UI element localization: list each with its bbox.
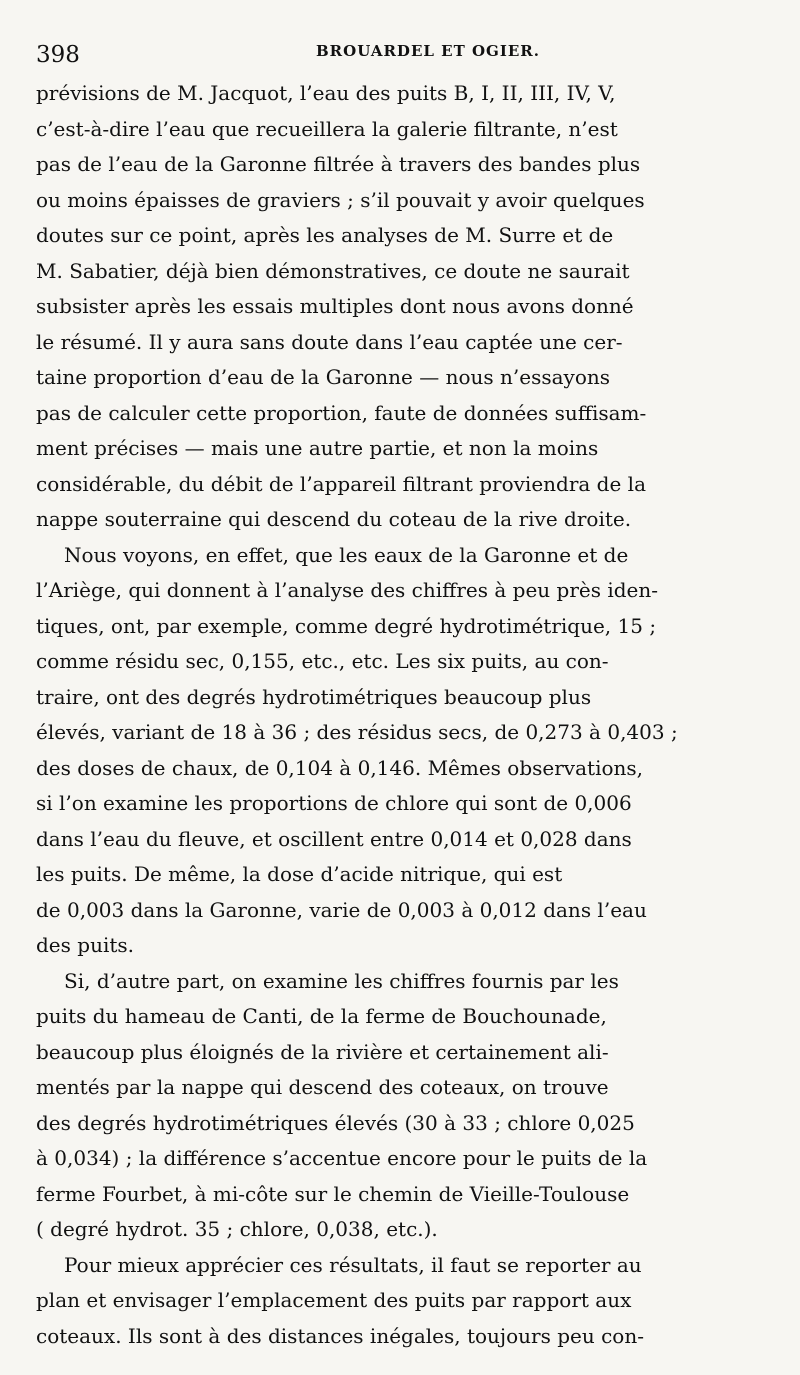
body-text [36,76,764,1354]
text-line: considérable, du débit de l’appareil filtrant proviendra de la [36,471,646,496]
text-line: nappe souterraine qui descend du coteau de la rive droite. [36,507,632,531]
text-line: M. Sabatier, déjà bien démonstratives, ce doute ne saurait [36,258,630,283]
text-line: de 0,003 dans la Garonne, varie de 0,003 à 0,012 dans l’eau [36,897,647,922]
text-line: tiques, ont, par exemple, comme degré hydrotimétrique, 15 ; [36,613,657,638]
paragraph-1 [36,76,764,538]
text-line: Nous voyons, en effet, que les eaux de la Garonne et de [64,542,629,567]
text-line: traire, ont des degrés hydrotimétriques beaucoup plus [36,684,592,709]
page-header [36,34,764,70]
text-line: élevés, variant de 18 à 36 ; des résidus secs, de 0,273 à 0,403 ; [36,720,678,744]
text-line: prévisions de M. Jacquot, l’eau des puits B, I, II, III, IV, V, [36,81,616,105]
text-line: comme résidu sec, 0,155, etc., etc. Les six puits, au con- [36,649,609,673]
text-line: Si, d’autre part, on examine les chiffres fournis par les [64,968,619,993]
text-line: taine proportion d’eau de la Garonne — nous n’essayons [36,365,611,389]
text-line: puits du hameau de Canti, de la ferme de Bouchounade, [36,1004,607,1028]
text-line: si l’on examine les proportions de chlore qui sont de 0,006 [36,791,632,815]
text-line: mentés par la nappe qui descend des coteaux, on trouve [36,1075,609,1099]
text-line: des degrés hydrotimétriques élevés (30 à 33 ; chlore 0,025 [36,1110,635,1135]
paragraph-3 [36,964,764,1248]
text-line: beaucoup plus éloignés de la rivière et certainement ali- [36,1039,609,1064]
text-line: ( degré hydrot. 35 ; chlore, 0,038, etc.). [36,1217,438,1241]
paragraph-2 [36,538,764,964]
text-line: doutes sur ce point, après les analyses de M. Surre et de [36,223,614,247]
text-line: ment précises — mais une autre partie, et non la moins [36,436,599,460]
text-line: subsister après les essais multiples dont nous avons donné [36,294,634,318]
text-line: pas de calculer cette proportion, faute de données suffisam- [36,400,647,425]
text-line: dans l’eau du fleuve, et oscillent entre 0,014 et 0,028 dans [36,826,632,851]
text-line: Pour mieux apprécier ces résultats, il faut se reporter au [64,1252,642,1277]
page-number: 398 [36,42,80,68]
paragraph-4 [36,1248,764,1355]
text-line: des puits. [36,933,134,957]
text-line: à 0,034) ; la différence s’accentue encore pour le puits de la [36,1146,648,1170]
text-line: plan et envisager l’emplacement des puits par rapport aux [36,1288,632,1312]
text-line: les puits. De même, la dose d’acide nitrique, qui est [36,862,563,886]
text-line: ou moins épaisses de graviers ; s’il pouvait y avoir quelques [36,187,645,212]
running-head: BROUARDEL ET OGIER. [316,42,540,60]
text-line: le résumé. Il y aura sans doute dans l’eau captée une cer- [36,329,623,354]
text-line: ferme Fourbet, à mi-côte sur le chemin de Vieille-Toulouse [36,1181,630,1206]
text-line: pas de l’eau de la Garonne filtrée à travers des bandes plus [36,152,641,176]
text-line: coteaux. Ils sont à des distances inégales, toujours peu con- [36,1323,644,1348]
text-line: c’est-à-dire l’eau que recueillera la galerie filtrante, n’est [36,116,618,141]
text-line: des doses de chaux, de 0,104 à 0,146. Mêmes observations, [36,755,644,780]
text-line: l’Ariège, qui donnent à l’analyse des chiffres à peu près iden- [36,578,659,602]
